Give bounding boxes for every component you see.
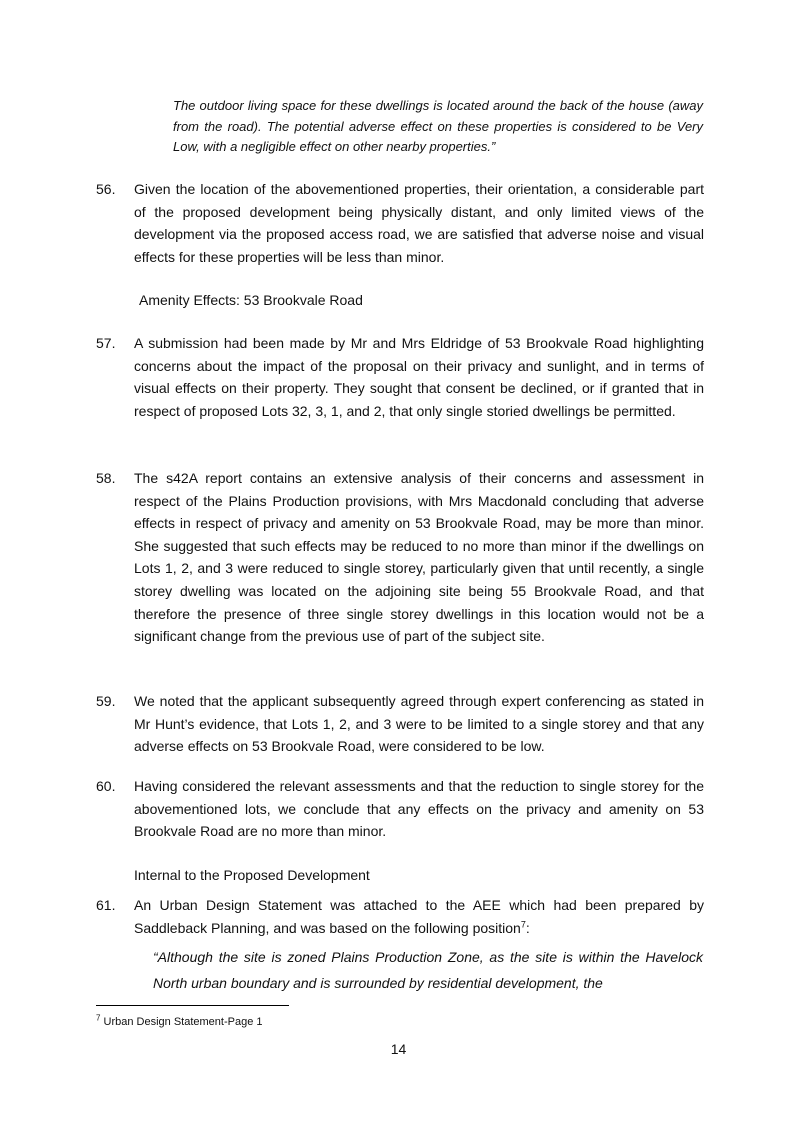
footnote [96, 1013, 263, 1028]
footnote-divider [96, 1005, 289, 1006]
heading-amenity-effects: Amenity Effects: 53 Brookvale Road [139, 292, 363, 308]
paragraph-59 [96, 690, 704, 758]
paragraph-text [134, 894, 704, 939]
paragraph-number: 61. [96, 897, 116, 913]
paragraph-number: 60. [96, 778, 116, 794]
paragraph-number: 59. [96, 693, 116, 709]
quote-bottom: “Although the site is zoned Plains Production Zone, as the site is within the Havelock North urban boundary and is surrounded by residential development, the [153, 949, 703, 991]
paragraph-text: The s42A report contains an extensive analysis of their concerns and assessment in respect of the Plains Production provisions, with Mrs Macdonald concluding that adverse effects in respect of privacy and amenity on 53 Brookvale Road, may be more than minor. She suggested that such effects may be reduced to no more than minor if the dwellings on Lots 1, 2, and 3 were reduced to single storey, particularly given that until recently, a single storey dwelling was located on the adjoining site being 55 Brookvale Road, and that therefore the presence of three single storey dwellings in this location would not be a significant change from the previous use of part of the subject site. [134, 470, 704, 645]
paragraph-60 [96, 775, 704, 843]
paragraph-text-main: An Urban Design Statement was attached to the AEE which had been prepared by Saddleback Planning, and was based on the following position [134, 897, 704, 936]
paragraph-text: Given the location of the abovementioned properties, their orientation, a considerable part of the proposed development being physically distant, and only limited views of the development via the proposed access road, we are satisfied that adverse noise and visual effects for these properties will be less than minor. [134, 181, 704, 265]
page-number: 14 [390, 1041, 407, 1057]
paragraph-text: We noted that the applicant subsequently agreed through expert conferencing as stated in Mr Hunt’s evidence, that Lots 1, 2, and 3 were to be limited to a single storey and that any adverse effects on 53 Brookvale Road, were considered to be low. [134, 693, 704, 755]
paragraph-number: 56. [96, 181, 116, 197]
heading-internal-development: Internal to the Proposed Development [134, 867, 370, 883]
footnote-number: 7 [96, 1013, 101, 1023]
paragraph-number: 58. [96, 470, 116, 486]
paragraph-text: A submission had been made by Mr and Mrs Eldridge of 53 Brookvale Road highlighting concerns about the impact of the proposal on their privacy and sunlight, and in terms of visual effects on their property. They sought that consent be declined, or if granted that in respect of proposed Lots 32, 3, 1, and 2, that only single storied dwellings be permitted. [134, 335, 704, 419]
paragraph-61 [96, 894, 704, 939]
quote-top: The outdoor living space for these dwellings is located around the back of the house (away from the road). The potential adverse effect on these properties is considered to be Very Low, with a negligible effect on other nearby properties.” [173, 98, 703, 154]
paragraph-56 [96, 178, 704, 268]
footnote-text: Urban Design Statement-Page 1 [103, 1016, 263, 1028]
paragraph-58 [96, 467, 704, 648]
paragraph-text-end: : [525, 919, 530, 936]
paragraph-text: Having considered the relevant assessments and that the reduction to single storey for the abovementioned lots, we conclude that any effects on the privacy and amenity on 53 Brookvale Road are no more than minor. [134, 778, 704, 840]
footnote-reference: 7 [520, 918, 526, 929]
paragraph-number: 57. [96, 335, 116, 351]
paragraph-57 [96, 332, 704, 422]
